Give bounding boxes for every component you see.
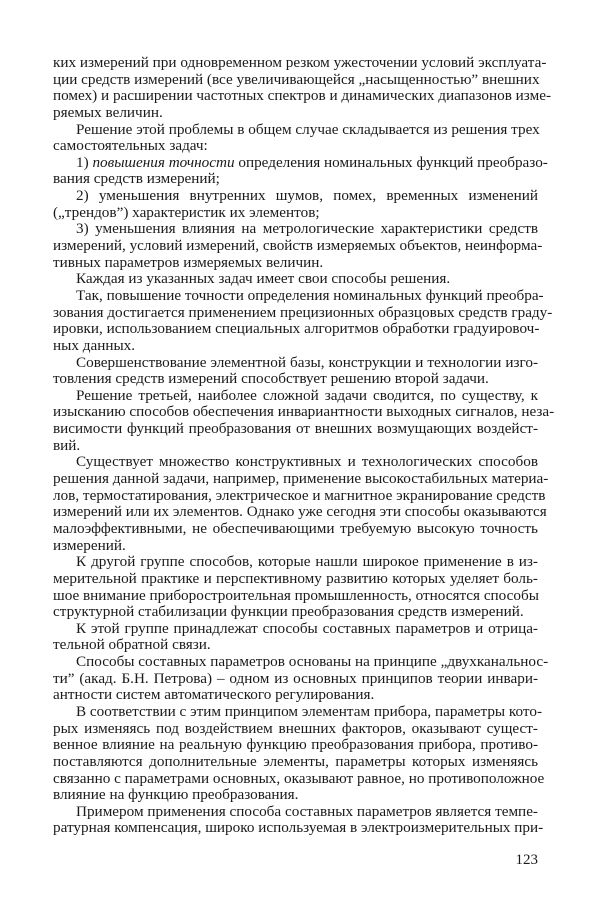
text-line: изысканию способов обеспечения инвариантности выходных сигналов, неза- bbox=[53, 403, 555, 421]
paragraph bbox=[53, 386, 555, 455]
text-line: помех) и расширении частотных спектров и динамических диапазонов изме- bbox=[53, 87, 552, 105]
text-line: самостоятельных задач: bbox=[53, 137, 208, 155]
paragraph bbox=[53, 653, 549, 704]
text-segment: определения номинальных функций преобразо- bbox=[234, 153, 548, 171]
text-line: антности систем автоматического регулирования. bbox=[53, 686, 375, 704]
text-line: Каждая из указанных задач имеет свои способы решения. bbox=[76, 270, 451, 288]
text-line: В соответствии с этим принципом элементам прибора, параметры кото- bbox=[76, 702, 543, 720]
text-line: К этой группе принадлежат способы составных параметров и отрица- bbox=[76, 619, 538, 637]
text-line bbox=[53, 153, 548, 172]
text-line: К другой группе способов, которые нашли широкое применение в из- bbox=[76, 553, 538, 571]
text-line: тивных параметров измеряемых величин. bbox=[53, 253, 324, 271]
paragraph bbox=[53, 188, 538, 221]
paragraph bbox=[53, 453, 549, 554]
text-line: ти” (акад. Б.Н. Петрова) – одном из основных принципов теории инвари- bbox=[53, 669, 538, 687]
text-line: ции средств измерений (все увеличивающейся „насыщенностью” внешних bbox=[53, 70, 540, 88]
text-line: Существует множество конструктивных и технологических способов bbox=[76, 453, 538, 471]
paragraph bbox=[53, 621, 538, 654]
text-line: влияние на функцию преобразования. bbox=[53, 786, 299, 804]
text-line: венное влияние на реальную функцию преобразования прибора, противо- bbox=[53, 736, 538, 754]
document-body bbox=[53, 54, 555, 837]
paragraph bbox=[53, 802, 544, 837]
text-line: измерений, условий измерений, свойств измеряемых объектов, неинформа- bbox=[53, 237, 543, 255]
text-line: структурной стабилизации функции преобразования средств измерений. bbox=[53, 603, 524, 621]
text-line: тельной обратной связи. bbox=[53, 636, 211, 654]
paragraph bbox=[53, 122, 538, 155]
text-line: товления средств измерений способствует решению второй задачи. bbox=[53, 370, 489, 388]
text-segment: 1) bbox=[76, 153, 93, 171]
page-number: 123 bbox=[515, 852, 538, 868]
text-line: ряемых величин. bbox=[53, 103, 163, 121]
italic-text: повышения точности bbox=[92, 153, 235, 171]
text-line: решения данной задачи, например, применение высокостабильных материа- bbox=[53, 470, 549, 488]
text-line: мерительной практике и перспективному развитию которых уделяет боль- bbox=[53, 569, 538, 587]
text-line: висимости функций преобразования от внешних возмущающих воздейст- bbox=[53, 420, 538, 438]
text-line: Совершенствование элементной базы, конструкции и технологии изго- bbox=[76, 353, 538, 371]
text-line: вий. bbox=[53, 436, 81, 454]
text-line: Способы составных параметров основаны на принципе „двухканальнос- bbox=[76, 653, 549, 671]
text-line: рых изменяясь под воздействием внешних факторов, оказывают сущест- bbox=[53, 719, 538, 737]
text-line: („трендов”) характеристик их элементов; bbox=[53, 203, 320, 221]
text-line: измерений. bbox=[53, 536, 126, 554]
text-line: шое внимание приборостроительная промышленность, относятся способы bbox=[53, 586, 539, 604]
text-line: Так, повышение точности определения номинальных функций преобра- bbox=[76, 286, 544, 304]
text-line: Решение третьей, наиболее сложной задачи сводится, по существу, к bbox=[76, 386, 538, 404]
text-line: 2) уменьшения внутренних шумов, помех, временных изменений bbox=[76, 187, 538, 205]
paragraph bbox=[53, 355, 538, 388]
text-line: ировки, использованием специальных алгоритмов обработки градуировоч- bbox=[53, 320, 540, 338]
text-line: малоэффективными, не обеспечивающими требуемую высокую точность bbox=[53, 519, 538, 537]
text-line: связанно с параметрами основных, оказывают равное, но противоположное bbox=[53, 769, 545, 787]
text-line: поставляются дополнительные элементы, параметры которых изменяясь bbox=[53, 752, 538, 770]
paragraph bbox=[53, 220, 543, 271]
text-line: 3) уменьшения влияния на метрологические характеристики средств bbox=[76, 220, 538, 238]
text-line: Примером применения способа составных параметров является темпе- bbox=[76, 802, 538, 820]
text-line: ратурная компенсация, широко используемая в электроизмерительных при- bbox=[53, 819, 544, 837]
paragraph bbox=[53, 702, 545, 804]
paragraph bbox=[53, 554, 538, 621]
text-line: лов, термостатирования, электрическое и магнитное экранирование средств bbox=[53, 486, 546, 504]
text-line: ких измерений при одновременном резком ужесточении условий эксплуата- bbox=[53, 54, 547, 71]
text-line: ных данных. bbox=[53, 336, 136, 354]
paragraph bbox=[53, 153, 548, 188]
paragraph bbox=[53, 271, 538, 288]
text-line: зования достигается применением прецизионных образцовых средств граду- bbox=[53, 303, 553, 321]
text-line: измерений или их элементов. Однако уже сегодня эти способы оказываются bbox=[53, 503, 547, 521]
paragraph bbox=[53, 54, 552, 122]
text-line: Решение этой проблемы в общем случае складывается из решения трех bbox=[76, 120, 540, 138]
paragraph bbox=[53, 286, 553, 355]
text-line: вания средств измерений; bbox=[53, 170, 220, 188]
